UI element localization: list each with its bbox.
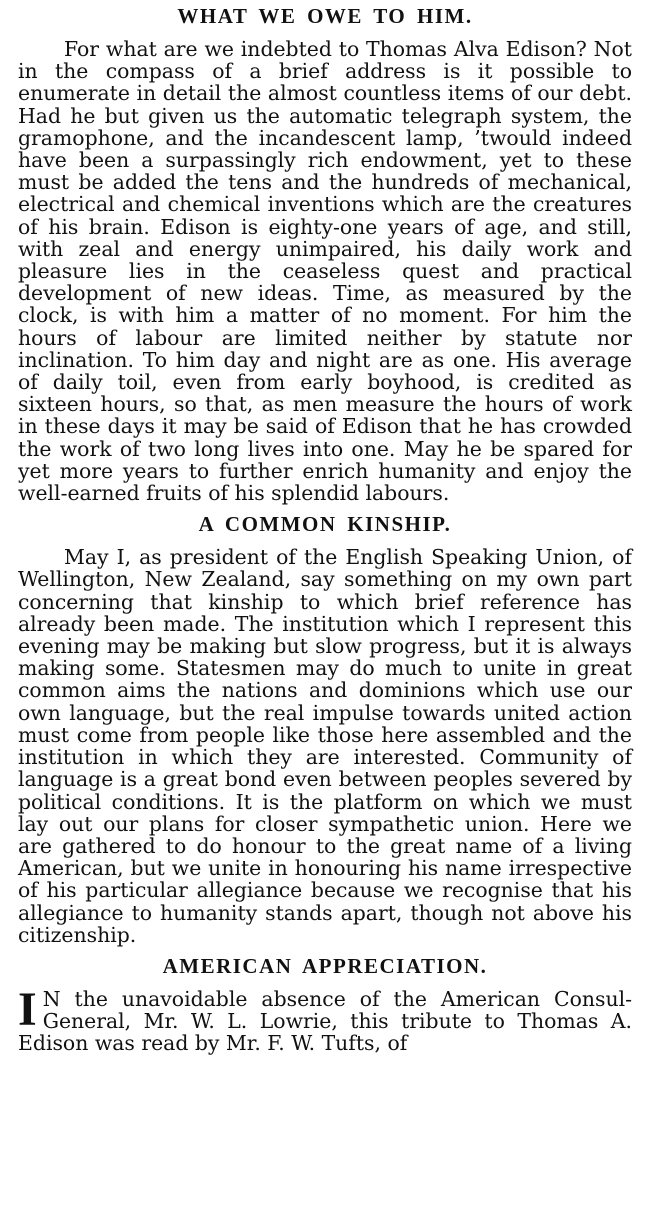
section-heading-american-appreciation: AMERICAN APPRECIATION. [162,953,488,978]
section-body-american-appreciation [18,982,632,1056]
article-column [18,4,632,1055]
section-body-common-kinship [18,546,632,946]
section-text-american-appreciation: N the unavoidable absence of the American Consul-General, Mr. W. L. Lowrie, this tribute to Thomas A. Edison was read by Mr. F. W. Tufts, of [18,986,632,1056]
section-body-what-we-owe [18,38,632,504]
section-text-common-kinship: May I, as president of the English Speaking Union, of Wellington, New Zealand, say something on my own part concerning that kinship to which brief reference has already been made. The institution which I represent this evening may be making but slow progress, but it is always making some. Statesmen may do much to unite in great common aims the nations and dominions which use our own language, but the real impulse towards united action must come from people like those here assembled and the institution in which they are interested. Community of language is a great bond even between peoples severed by political conditions. It is the platform on which we must lay out our plans for closer sympathetic union. Here we are gathered to do honour to the great name of a living American, but we unite in honouring his name irrespective of his particular allegiance because we recognise that his allegiance to humanity stands apart, though not above his citizenship. [18,545,632,947]
section-heading-common-kinship: A COMMON KINSHIP. [198,512,452,537]
section-text-what-we-owe: For what are we indebted to Thomas Alva Edison? Not in the compass of a brief address is it possible to enumerate in detail the almost countless items of our debt. Had he but given us the automatic telegraph system, the gramophone, and the incandescent lamp, ’twould indeed have been a surpassingly rich endowment, yet to these must be added the tens and the hundreds of mechanical, electrical and chemical inventions which are the creatures of his brain. Edison is eighty-one years of age, and still, with zeal and energy unimpaired, his daily work and pleasure lies in the ceaseless quest and practical development of new ideas. Time, as measured by the clock, is with him a matter of no moment. For him the hours of labour are limited neither by statute nor inclination. To him day and night are as one. His average of daily toil, even from early boyhood, is credited as sixteen hours, so that, as men measure the hours of work in these days it may be said of Edison that he has crowded the work of two long lives into one. May he be spared for yet more years to further enrich humanity and enjoy the well-earned fruits of his splendid labours. [18,37,632,506]
drop-cap-letter: I [18,982,37,1036]
section-heading-what-we-owe: WHAT WE OWE TO HIM. [177,4,473,28]
